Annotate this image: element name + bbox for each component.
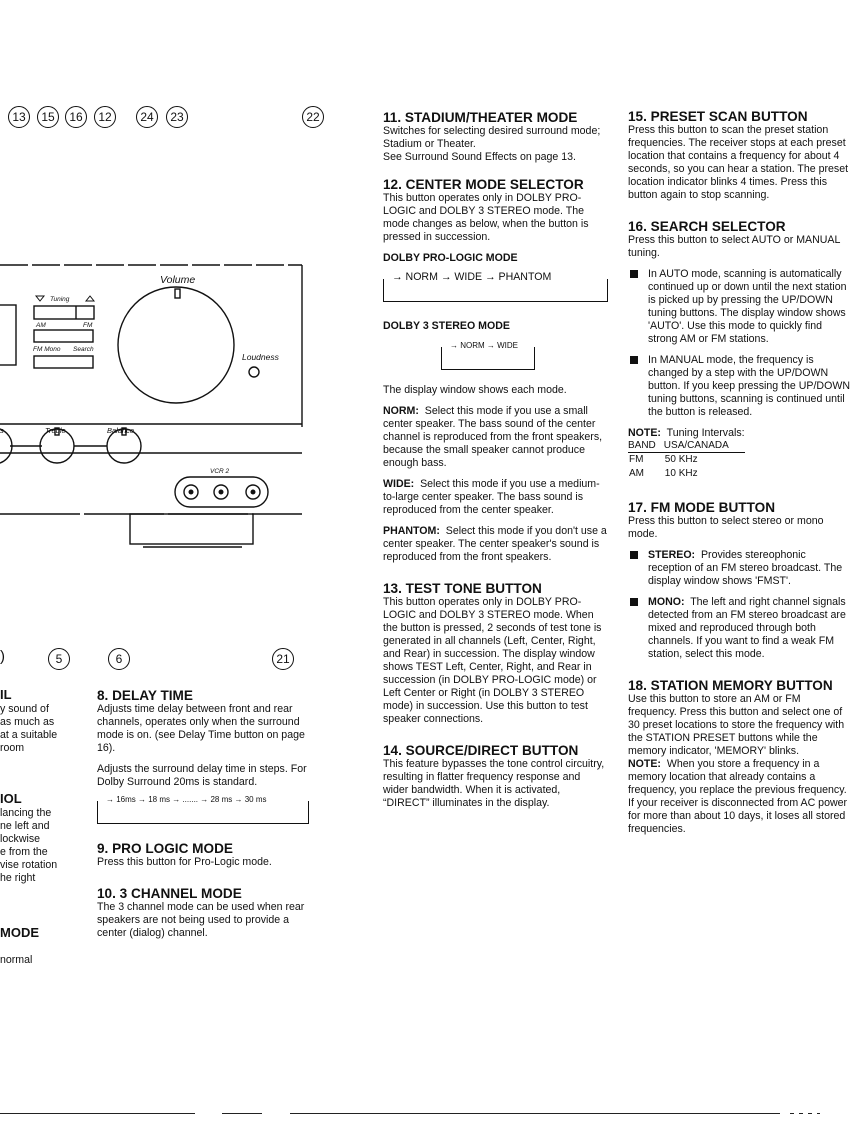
left-fragment-b xyxy=(0,792,57,885)
section-title: 11. STADIUM/THEATER MODE xyxy=(383,110,578,125)
paragraph: Use this button to store an AM or FM frequency. Press this button and select one of 30 preset locations to store the frequency with the STATION PRESET buttons while the memory indicator, 'MEMORY' blinks. xyxy=(628,693,845,757)
callout-22: 22 xyxy=(302,106,324,128)
section-title: 14. SOURCE/DIRECT BUTTON xyxy=(383,743,579,758)
section-title: 18. STATION MEMORY BUTTON xyxy=(628,678,833,693)
text: Select this mode if you use a medium-to-large center speaker. The bass sound is reproduced from the center speaker. xyxy=(383,478,600,516)
fragment-line: y sound of xyxy=(0,703,49,715)
loudness-label: Loudness xyxy=(242,352,279,362)
paragraph: Switches for selecting desired surround mode; Stadium or Theater. xyxy=(383,125,601,150)
section-stadium-theater xyxy=(383,111,608,164)
section-station-memory xyxy=(628,679,850,836)
section-title: 15. PRESET SCAN BUTTON xyxy=(628,109,808,124)
tuning-label: Tuning xyxy=(50,296,70,303)
flow-text: → NORM → WIDE xyxy=(446,339,522,352)
section-title: 13. TEST TONE BUTTON xyxy=(383,581,542,596)
am-label: AM xyxy=(36,322,46,329)
section-source-direct xyxy=(383,744,608,810)
fragment-heading: IL xyxy=(0,687,12,702)
callout-24: 24 xyxy=(136,106,158,128)
text: Select this mode if you don't use a center speaker. The center speaker's sound is reproduced from the front speakers. xyxy=(383,525,607,563)
tuning-intervals-table xyxy=(628,440,745,481)
treble-label: Treble xyxy=(45,426,66,435)
section-preset-scan xyxy=(628,110,850,202)
fragment-line: he right xyxy=(0,872,36,884)
callout-12: 12 xyxy=(94,106,116,128)
fragment-line: e from the xyxy=(0,846,48,858)
callout-13: 13 xyxy=(8,106,30,128)
fragment-line: normal xyxy=(0,954,33,966)
search-label: Search xyxy=(73,346,94,353)
text: The left and right channel signals detected from an FM stereo broadcast are mixed and reproduced through both channels. If you want to find a weak FM station, select this mode. xyxy=(648,596,846,660)
paragraph: The display window shows each mode. xyxy=(383,384,567,396)
section-test-tone xyxy=(383,582,608,726)
paragraph: Adjusts time delay between front and rear channels, operates only when the surround mode is on. (see Delay Time button on page 16). xyxy=(97,703,305,754)
fragment-line: at a suitable xyxy=(0,729,58,741)
fm-label: FM xyxy=(83,322,93,329)
text: Tuning Intervals: xyxy=(666,427,745,439)
label: NOTE: xyxy=(628,427,661,439)
column-3 xyxy=(383,111,608,824)
bullet-stereo xyxy=(628,549,850,588)
fragment-line: lockwise xyxy=(0,833,41,845)
receiver-front-panel-diagram xyxy=(0,250,312,580)
table-header xyxy=(628,440,745,453)
fragment-line: as much as xyxy=(0,716,55,728)
balance-label: Balance xyxy=(107,426,135,435)
volume-label: Volume xyxy=(160,274,196,286)
paragraph: See Surround Sound Effects on page 13. xyxy=(383,151,576,163)
fragment-line: ne left and xyxy=(0,820,50,832)
table-row xyxy=(628,453,745,468)
memory-note xyxy=(628,758,850,836)
cell: 50 KHz xyxy=(664,454,698,465)
section-pro-logic xyxy=(97,842,309,869)
section-title: 9. PRO LOGIC MODE xyxy=(97,841,233,856)
label: WIDE: xyxy=(383,478,415,490)
fragment-line: lancing the xyxy=(0,807,52,819)
footer-rule xyxy=(0,1113,195,1114)
tuning-note xyxy=(628,427,850,440)
3-stereo-flow-diagram xyxy=(441,341,535,370)
fragment-heading: MODE xyxy=(0,925,39,940)
paragraph: Adjusts the surround delay time in steps. For Dolby Surround 20ms is standard. xyxy=(97,763,307,788)
section-title: 8. DELAY TIME xyxy=(97,688,193,703)
bullet-auto: In AUTO mode, scanning is automatically continued up or down until the next station is picked up by pressing the UP/DOWN tuning buttons. The display window shows 'AUTO'. Use this mode to quickly find strong AM or FM stations. xyxy=(628,268,850,346)
section-title: 12. CENTER MODE SELECTOR xyxy=(383,177,584,192)
label: PHANTOM: xyxy=(383,525,440,537)
paragraph: Press this button to select stereo or mono mode. xyxy=(628,515,824,540)
callout-16: 16 xyxy=(65,106,87,128)
paragraph: Press this button for Pro-Logic mode. xyxy=(97,856,272,868)
label: MONO: xyxy=(648,596,685,608)
flow-text: → NORM → WIDE → PHANTOM xyxy=(388,271,555,284)
callout-partial: ) xyxy=(0,648,5,665)
fragment-line: room xyxy=(0,742,25,754)
vcr2-label: VCR 2 xyxy=(210,468,230,475)
bullet-manual: In MANUAL mode, the frequency is changed by a step with the UP/DOWN button. If you keep pressing the UP/DOWN tuning buttons, scanning is continued until the button is released. xyxy=(628,354,850,419)
section-title: 17. FM MODE BUTTON xyxy=(628,500,776,515)
footer-rule xyxy=(290,1113,780,1114)
section-title: 16. SEARCH SELECTOR xyxy=(628,219,786,234)
callout-15: 15 xyxy=(37,106,59,128)
footer-rule-dashed xyxy=(790,1113,820,1114)
header-region: USA/CANADA xyxy=(663,440,729,451)
section-title: 10. 3 CHANNEL MODE xyxy=(97,886,242,901)
cell: AM xyxy=(629,468,644,479)
label: NOTE: xyxy=(628,758,661,770)
cell: 10 KHz xyxy=(664,468,698,479)
section-center-mode xyxy=(383,178,608,564)
subheading: DOLBY PRO-LOGIC MODE xyxy=(383,252,518,264)
column-4 xyxy=(628,110,850,850)
section-delay-time xyxy=(97,689,309,824)
cell: FM xyxy=(629,454,644,465)
paragraph: This button operates only in DOLBY PRO-LOGIC and DOLBY 3 STEREO mode. The mode changes as below, when the button is pressed in succession. xyxy=(383,192,589,243)
section-fm-mode xyxy=(628,501,850,661)
callout-6: 6 xyxy=(108,648,130,670)
delay-flow-diagram xyxy=(97,795,309,824)
section-search-selector xyxy=(628,220,850,481)
left-fragment-a xyxy=(0,688,57,755)
paragraph: Press this button to select AUTO or MANUAL tuning. xyxy=(628,234,840,259)
header-band: BAND xyxy=(628,440,656,451)
column-2 xyxy=(97,689,309,954)
bullet-mono xyxy=(628,596,850,661)
paragraph: This feature bypasses the tone control circuitry, resulting in flatter frequency response and wider bandwidth. When it is activated, “DIRECT” illuminates in the display. xyxy=(383,758,605,809)
callout-23: 23 xyxy=(166,106,188,128)
fragment-line: vise rotation xyxy=(0,859,58,871)
norm-paragraph xyxy=(383,405,608,470)
phantom-paragraph xyxy=(383,525,608,564)
section-3-channel xyxy=(97,887,309,940)
paragraph: This button operates only in DOLBY PRO-LOGIC and DOLBY 3 STEREO mode. When the button is pressed, 2 seconds of test tone is generated in all channels (Left, Center, Right, and Rear) in succession. The display window shows TEST Left, Center, Right, and Rear in succession (in DOLBY PRO-LOGIC mode) or Left Center or Right (in DOLBY 3 STEREO mode) in succession. Use this button to test speaker connections. xyxy=(383,596,602,725)
subheading: DOLBY 3 STEREO MODE xyxy=(383,320,510,332)
flow-text: → 16ms → 18 ms → ....... → 28 ms → 30 ms xyxy=(102,793,270,806)
table-row xyxy=(628,467,745,481)
footer-rule xyxy=(222,1113,262,1114)
pro-logic-flow-diagram xyxy=(383,271,608,302)
callout-5: 5 xyxy=(48,648,70,670)
label: STEREO: xyxy=(648,549,696,561)
fragment-heading: IOL xyxy=(0,791,22,806)
label: NORM: xyxy=(383,405,419,417)
paragraph: Press this button to scan the preset station frequencies. The receiver stops at each preset location that contains a frequency for about 4 seconds, so you can hear a station. The preset location indicator blinks 4 times. Press this button again to stop scanning. xyxy=(628,124,849,201)
text: Select this mode if you use a small center speaker. The bass sound of the center channel is reproduced from the front speakers, because the small speaker cannot produce enough bass. xyxy=(383,405,603,469)
fm-mono-label: FM Mono xyxy=(33,346,61,353)
paragraph: The 3 channel mode can be used when rear speakers are not being used to provide a center (dialog) channel. xyxy=(97,901,305,939)
left-fragment-c xyxy=(0,926,39,967)
text: Provides stereophonic reception of an FM stereo broadcast. The display window shows 'FMST'. xyxy=(648,549,843,587)
text: When you store a frequency in a memory location that already contains a frequency, you replace the previous frequency. If your receiver is disconnected from AC power for more than about 10 days, it loses all stored frequencies. xyxy=(628,758,848,835)
callout-21: 21 xyxy=(272,648,294,670)
bass-label-fragment: s xyxy=(0,426,4,435)
wide-paragraph xyxy=(383,478,608,517)
